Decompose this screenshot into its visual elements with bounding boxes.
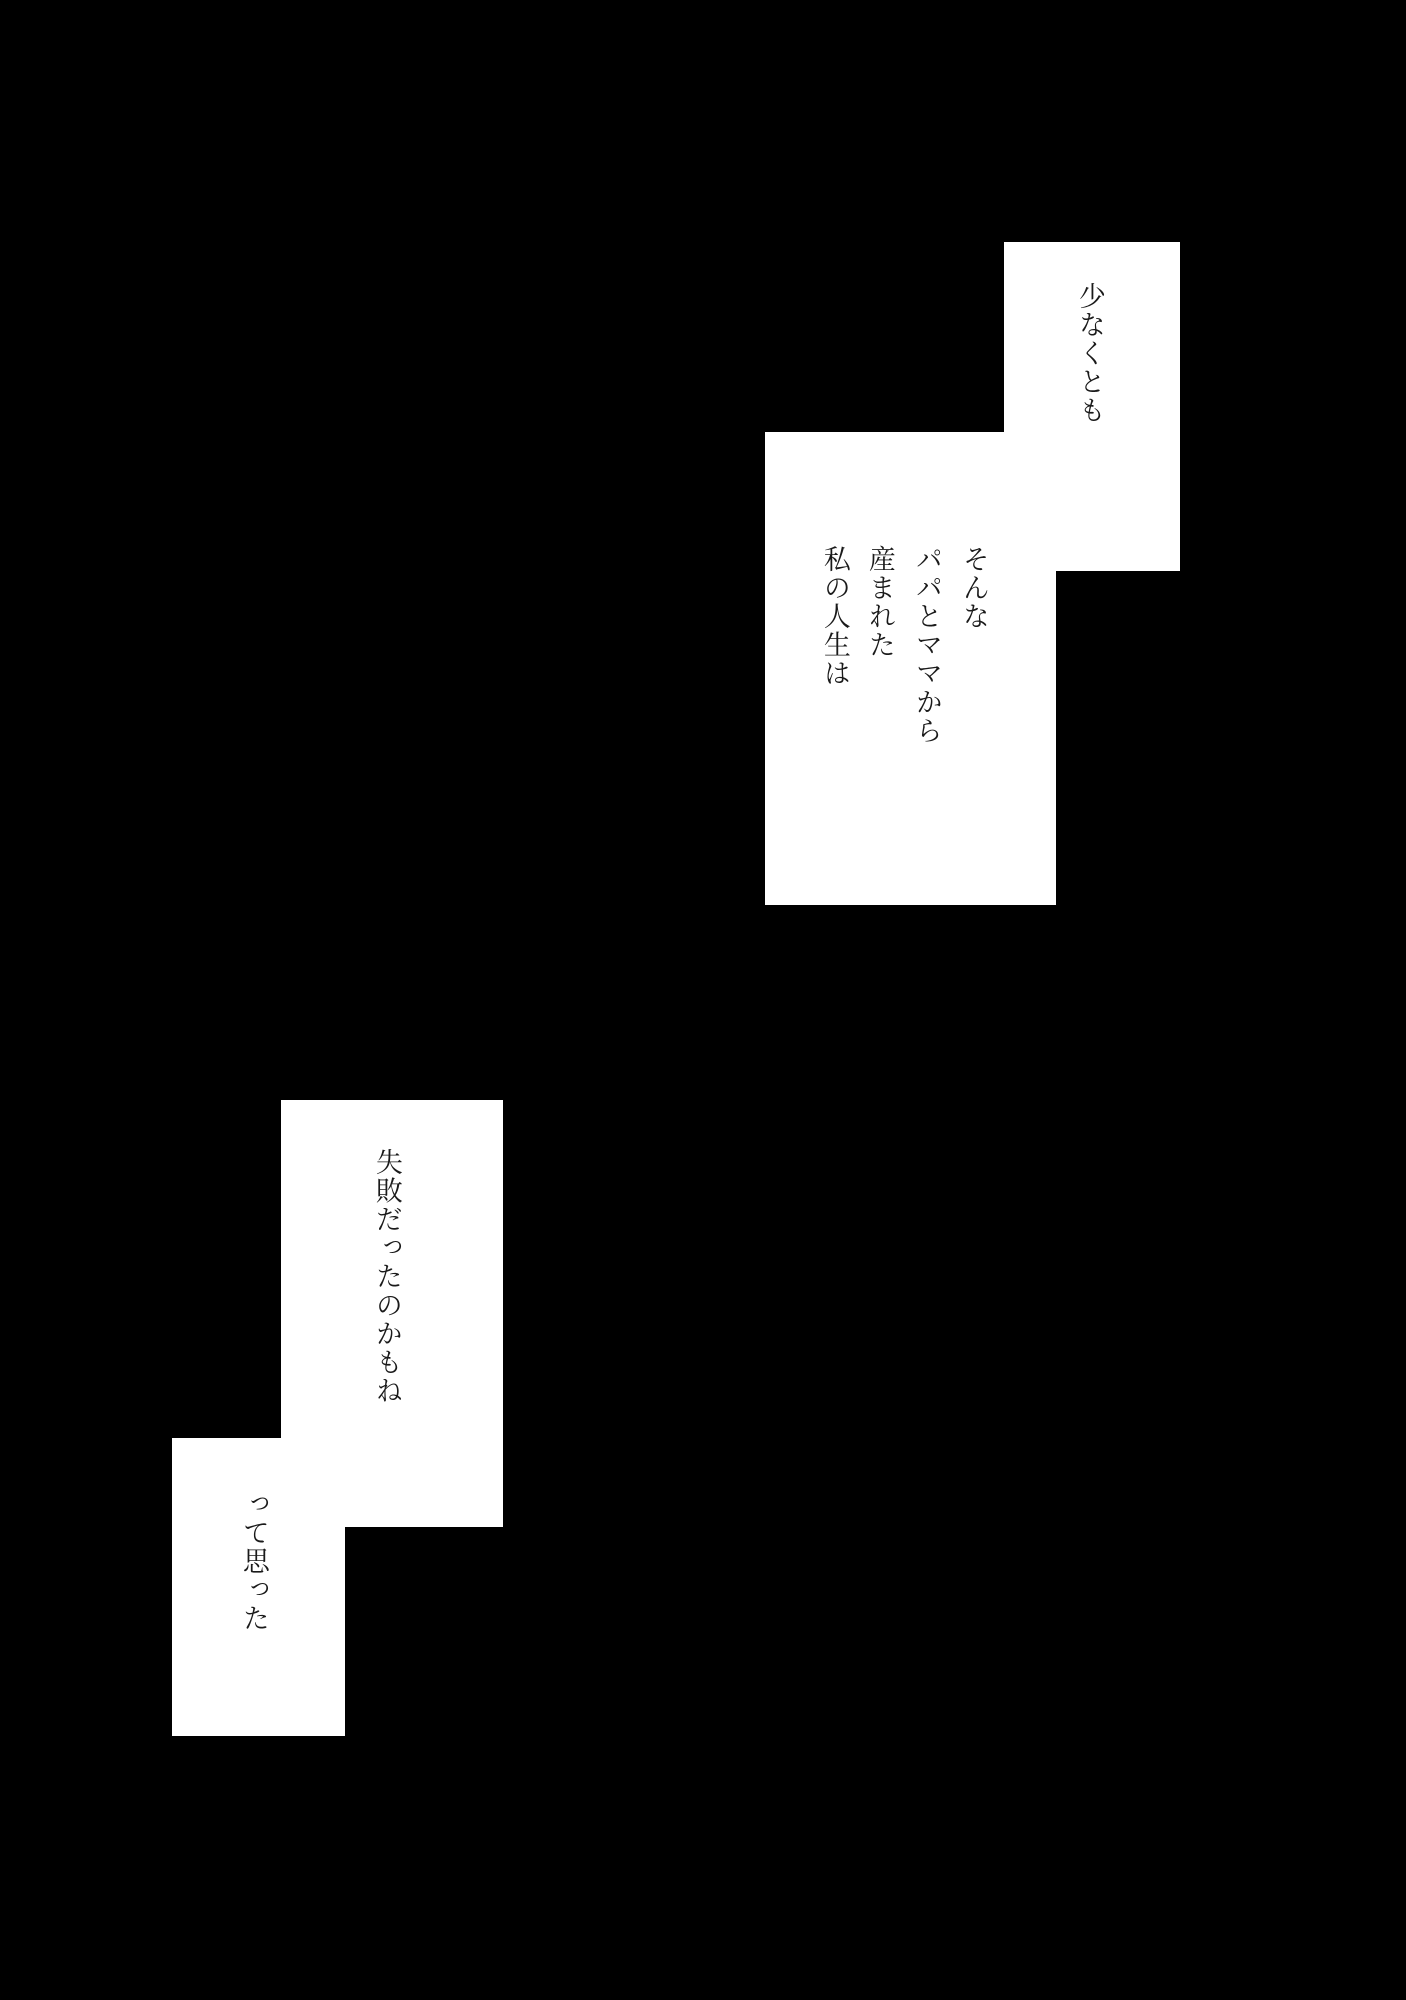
speech-text-upper-middle-line-2: パパとママから bbox=[911, 545, 942, 746]
speech-text-upper-middle-line-1: そんな bbox=[958, 545, 989, 631]
speech-text-bottom-left: って思った bbox=[238, 1490, 269, 1634]
speech-text-upper-middle-line-4: 私の人生は bbox=[819, 545, 850, 689]
speech-text-upper-middle-line-3: 産まれた bbox=[864, 545, 895, 660]
speech-text-lower-left: 失敗だったのかもね bbox=[371, 1148, 402, 1406]
speech-text-top-right: 少なくとも bbox=[1074, 282, 1105, 426]
